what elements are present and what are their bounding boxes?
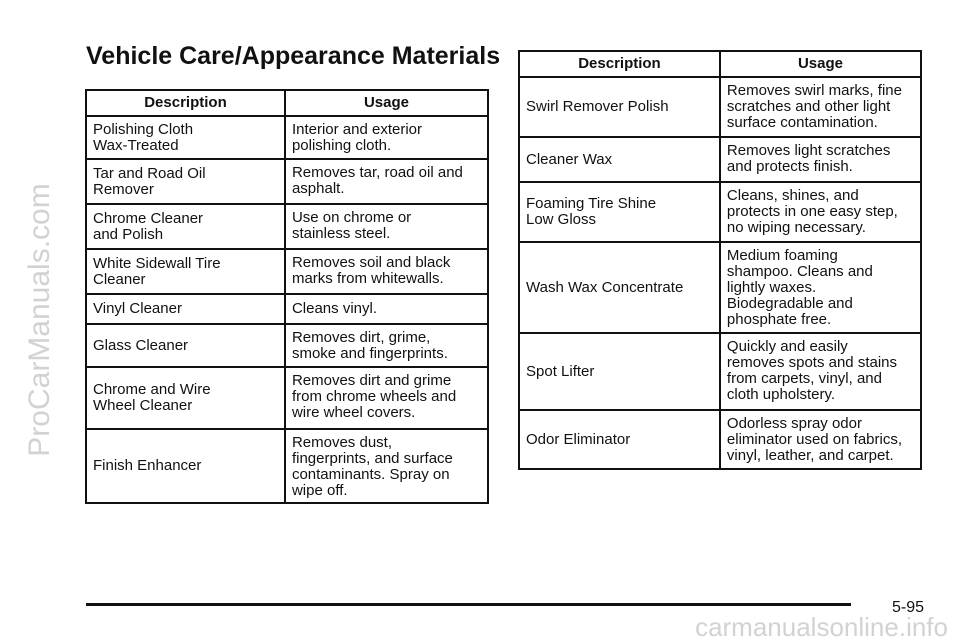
description-cell: Cleaner Wax xyxy=(519,137,720,182)
table-row xyxy=(519,77,921,137)
care-materials-table-left xyxy=(85,89,489,504)
usage-cell: Removes light scratches and protects finish. xyxy=(720,137,921,182)
description-cell: Spot Lifter xyxy=(519,333,720,410)
page-number: 5-95 xyxy=(892,599,925,616)
column-header-description: Description xyxy=(519,51,720,77)
usage-cell: Cleans, shines, and protects in one easy step, no wiping necessary. xyxy=(720,182,921,242)
usage-cell: Removes dirt, grime, smoke and fingerprints. xyxy=(285,324,488,367)
column-header-usage: Usage xyxy=(285,90,488,116)
usage-cell: Removes tar, road oil and asphalt. xyxy=(285,159,488,204)
description-cell: Tar and Road Oil Remover xyxy=(86,159,285,204)
table-row xyxy=(86,249,488,294)
usage-cell: Removes dust, fingerprints, and surface contaminants. Spray on wipe off. xyxy=(285,429,488,503)
care-materials-table-right xyxy=(518,50,922,470)
usage-cell: Odorless spray odor eliminator used on fabrics, vinyl, leather, and carpet. xyxy=(720,410,921,469)
usage-cell: Interior and exterior polishing cloth. xyxy=(285,116,488,159)
description-cell: Polishing Cloth Wax-Treated xyxy=(86,116,285,159)
table-row xyxy=(86,429,488,503)
description-cell: Chrome and Wire Wheel Cleaner xyxy=(86,367,285,429)
description-cell: White Sidewall Tire Cleaner xyxy=(86,249,285,294)
watermark-bottom: carmanualsonline.info xyxy=(695,612,948,642)
description-cell: Glass Cleaner xyxy=(86,324,285,367)
table-row xyxy=(86,294,488,324)
column-header-description: Description xyxy=(86,90,285,116)
page-title: Vehicle Care/Appearance Materials xyxy=(86,42,501,70)
description-cell: Wash Wax Concentrate xyxy=(519,242,720,333)
table-row xyxy=(519,182,921,242)
table-row xyxy=(86,367,488,429)
description-cell: Finish Enhancer xyxy=(86,429,285,503)
description-cell: Swirl Remover Polish xyxy=(519,77,720,137)
usage-cell: Use on chrome or stainless steel. xyxy=(285,204,488,249)
table-header-row xyxy=(86,90,488,116)
table-row xyxy=(519,410,921,469)
table-row xyxy=(519,333,921,410)
usage-cell: Medium foaming shampoo. Cleans and lightly waxes. Biodegradable and phosphate free. xyxy=(720,242,921,333)
usage-cell: Quickly and easily removes spots and stains from carpets, vinyl, and cloth upholstery. xyxy=(720,333,921,410)
description-cell: Odor Eliminator xyxy=(519,410,720,469)
column-header-usage: Usage xyxy=(720,51,921,77)
table-row xyxy=(519,137,921,182)
table-row xyxy=(519,242,921,333)
table-row xyxy=(86,324,488,367)
usage-cell: Removes dirt and grime from chrome wheels and wire wheel covers. xyxy=(285,367,488,429)
watermark-side: ProCarManuals.com xyxy=(23,183,56,457)
description-cell: Foaming Tire Shine Low Gloss xyxy=(519,182,720,242)
description-cell: Vinyl Cleaner xyxy=(86,294,285,324)
usage-cell: Cleans vinyl. xyxy=(285,294,488,324)
usage-cell: Removes swirl marks, fine scratches and other light surface contamination. xyxy=(720,77,921,137)
usage-cell: Removes soil and black marks from whitewalls. xyxy=(285,249,488,294)
table-header-row xyxy=(519,51,921,77)
table-row xyxy=(86,116,488,159)
table-row xyxy=(86,159,488,204)
footer-rule xyxy=(86,603,851,606)
table-row xyxy=(86,204,488,249)
description-cell: Chrome Cleaner and Polish xyxy=(86,204,285,249)
